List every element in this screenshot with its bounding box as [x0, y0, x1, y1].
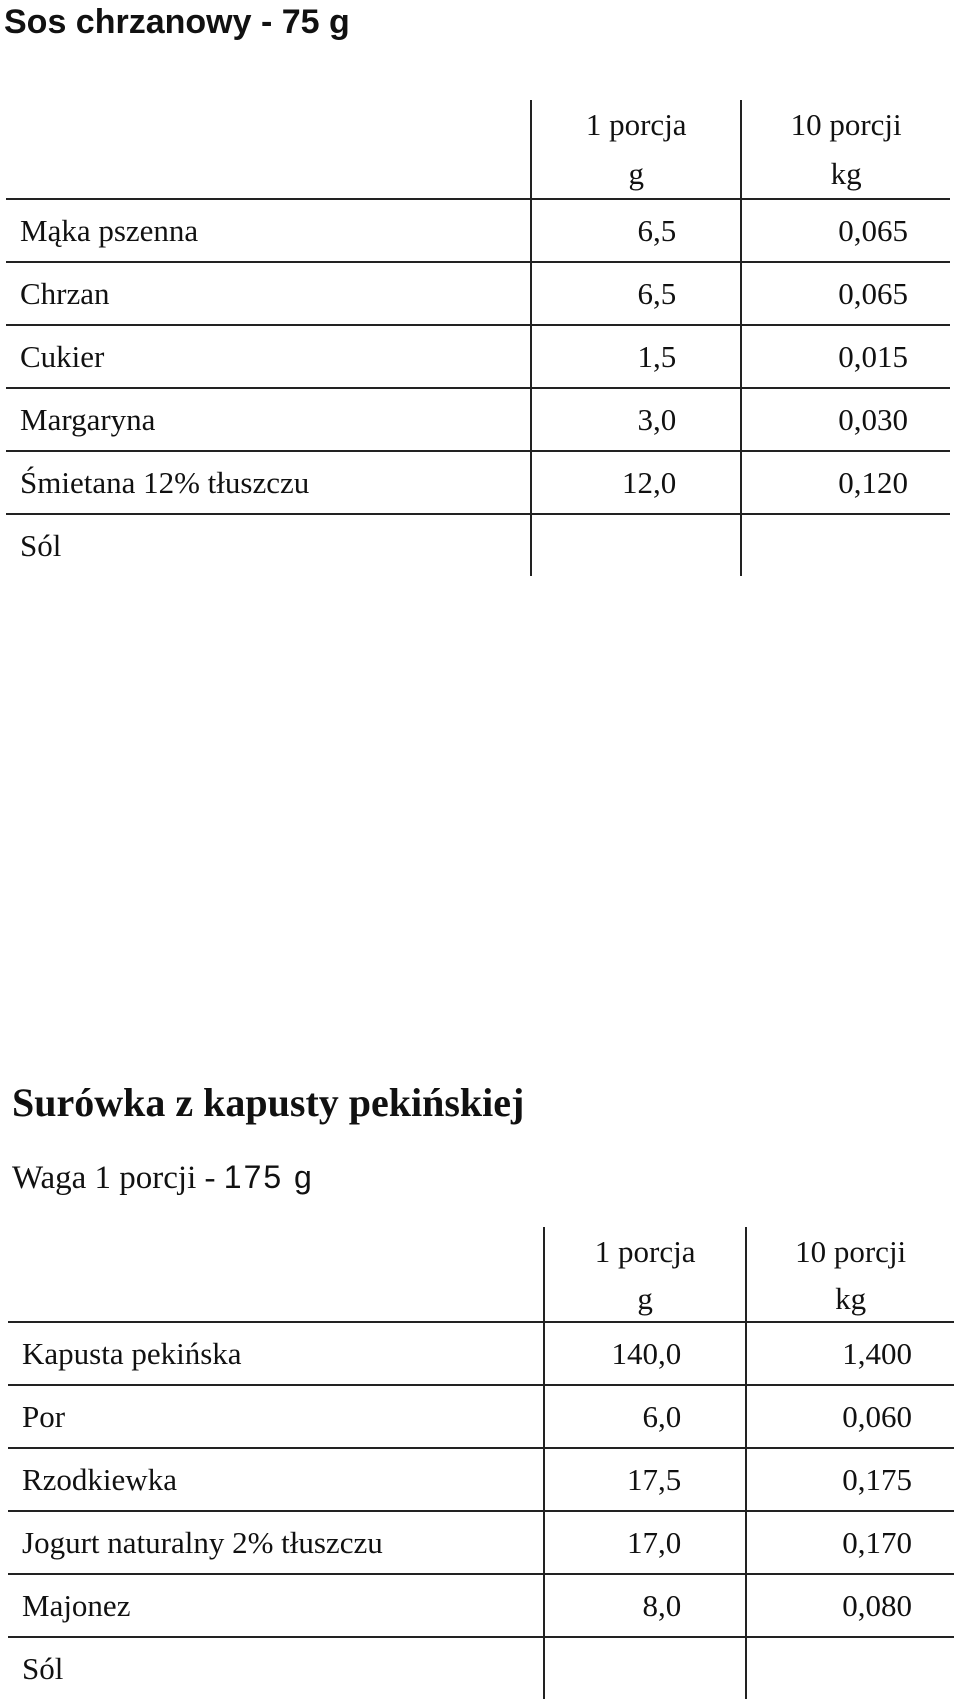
- portion-weight-label: Waga 1 porcji -: [12, 1160, 216, 1196]
- ten-portion-amount: [746, 1637, 954, 1699]
- ten-portion-amount: 0,175: [746, 1448, 954, 1511]
- portion-amount: 6,0: [544, 1385, 746, 1448]
- header-col-ten-portions: 10 porcji: [746, 1227, 954, 1277]
- ingredient-name: Chrzan: [6, 262, 531, 325]
- portion-amount: [544, 1637, 746, 1699]
- table-row: [8, 1448, 954, 1511]
- table-header-row: [6, 100, 950, 150]
- header-empty-cell: [8, 1227, 544, 1277]
- ten-portion-amount: 1,400: [746, 1322, 954, 1385]
- ingredient-name: Rzodkiewka: [8, 1448, 544, 1511]
- table-row: [6, 325, 950, 388]
- portion-amount: 17,5: [544, 1448, 746, 1511]
- ten-portion-amount: 0,030: [741, 388, 950, 451]
- table-unit-row: [8, 1277, 954, 1322]
- portion-amount: 17,0: [544, 1511, 746, 1574]
- unit-kilograms: kg: [746, 1277, 954, 1322]
- unit-empty-cell: [6, 150, 531, 199]
- ten-portion-amount: 0,065: [741, 199, 950, 262]
- table-header-row: [8, 1227, 954, 1277]
- table-row: [6, 262, 950, 325]
- header-empty-cell: [6, 100, 531, 150]
- ingredient-name: Por: [8, 1385, 544, 1448]
- ingredient-name: Mąka pszenna: [6, 199, 531, 262]
- recipe1-ingredients-table: [6, 100, 950, 576]
- table-row: [8, 1637, 954, 1699]
- portion-amount: 6,5: [531, 262, 741, 325]
- ingredient-name: Cukier: [6, 325, 531, 388]
- portion-weight-value: 175 g: [223, 1159, 314, 1195]
- ingredient-name: Jogurt naturalny 2% tłuszczu: [8, 1511, 544, 1574]
- ten-portion-amount: 0,065: [741, 262, 950, 325]
- portion-amount: 12,0: [531, 451, 741, 514]
- table-unit-row: [6, 150, 950, 199]
- header-col-one-portion: 1 porcja: [544, 1227, 746, 1277]
- table-row: [6, 451, 950, 514]
- ingredient-name: Sól: [22, 1650, 64, 1686]
- recipe1-title: Sos chrzanowy - 75 g: [4, 3, 350, 41]
- ingredient-name: Margaryna: [6, 388, 531, 451]
- ingredient-name: Sól: [20, 527, 62, 563]
- ten-portion-amount: 0,120: [741, 451, 950, 514]
- unit-empty-cell: [8, 1277, 544, 1322]
- table-row: [6, 388, 950, 451]
- ten-portion-amount: [741, 514, 950, 576]
- table-row: [6, 514, 950, 576]
- header-col-ten-portions: 10 porcji: [741, 100, 950, 150]
- portion-amount: 1,5: [531, 325, 741, 388]
- unit-kilograms: kg: [741, 150, 950, 199]
- ingredient-name: Kapusta pekińska: [8, 1322, 544, 1385]
- table-row: [8, 1385, 954, 1448]
- header-col-one-portion: 1 porcja: [531, 100, 741, 150]
- ten-portion-amount: 0,080: [746, 1574, 954, 1637]
- recipe2-portion-weight: [12, 1157, 314, 1198]
- portion-amount: 8,0: [544, 1574, 746, 1637]
- portion-amount: 3,0: [531, 388, 741, 451]
- portion-amount: [531, 514, 741, 576]
- portion-amount: 140,0: [544, 1322, 746, 1385]
- portion-amount: 6,5: [531, 199, 741, 262]
- unit-grams: g: [544, 1277, 746, 1322]
- ingredient-name: Majonez: [8, 1574, 544, 1637]
- table-row: [8, 1322, 954, 1385]
- unit-grams: g: [531, 150, 741, 199]
- ingredient-name: Śmietana 12% tłuszczu: [6, 451, 531, 514]
- table-row: [8, 1574, 954, 1637]
- table-row: [8, 1511, 954, 1574]
- ten-portion-amount: 0,060: [746, 1385, 954, 1448]
- recipe2-ingredients-table: [8, 1227, 954, 1699]
- table-row: [6, 199, 950, 262]
- recipe2-title: Surówka z kapusty pekińskiej: [12, 1080, 525, 1125]
- ten-portion-amount: 0,170: [746, 1511, 954, 1574]
- ten-portion-amount: 0,015: [741, 325, 950, 388]
